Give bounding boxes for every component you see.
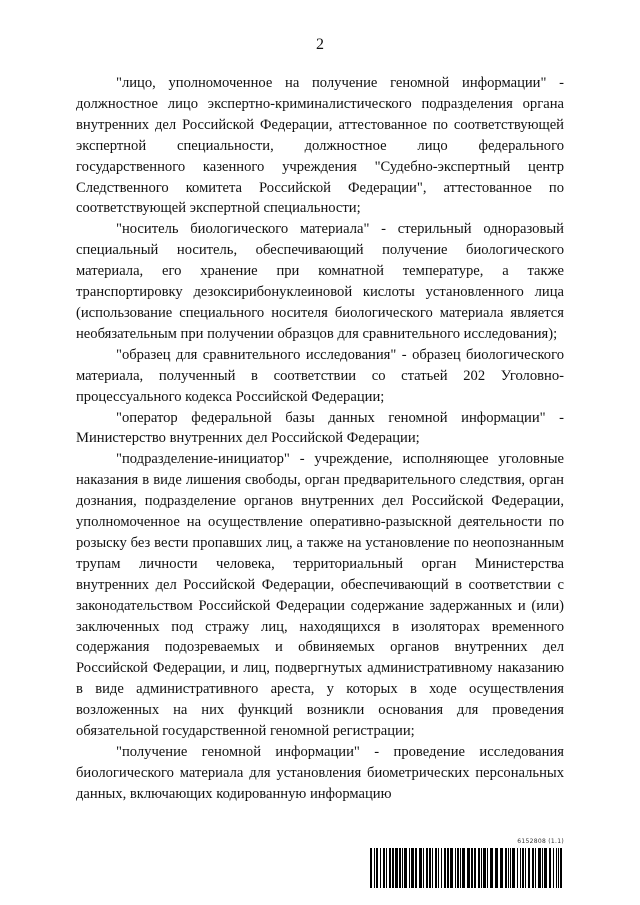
- definition-paragraph: "лицо, уполномоченное на получение геномной информации" - должностное лицо экспертно-криминалистического подразделения органа внутренних дел Российской Федерации, аттестованное по соответствующей экспертной специальности, должностное лицо федерального государственного казенного учреждения "Судебно-экспертный центр Следственного комитета Российской Федерации", аттестованное по соответствующей экспертной специальности;: [76, 75, 564, 217]
- document-body: [76, 73, 564, 805]
- page-number: 2: [316, 36, 324, 53]
- document-barcode: [370, 838, 566, 890]
- definition-paragraph: "получение геномной информации" - проведение исследования биологического материала для установления биометрических персональных данных, включающих кодированную информацию: [76, 744, 564, 802]
- definition-paragraph: "подразделение-инициатор" - учреждение, исполняющее уголовные наказания в виде лишения свободы, орган предварительного следствия, орган дознания, подразделение органов внутренних дел Российской Федерации, уполномоченное на осуществление оперативно-разыскной деятельности по розыску без вести пропавших лиц, а также на установление по неопознанным трупам личности человека, территориальный орган Министерства внутренних дел Российской Федерации, обеспечивающий в соответствии с законодательством Российской Федерации содержание задержанных и (или) заключенных под стражу лиц, находящихся в изоляторах временного содержания подозреваемых и обвиняемых органов внутренних дел Российской Федерации, и лиц, подвергнутых административному наказанию в виде административного ареста, у которых в ходе осуществления возложенных на них функций возникли основания для проведения обязательной государственной геномной регистрации;: [76, 451, 564, 740]
- barcode-caption: 6152808 (1.1): [517, 838, 564, 845]
- definition-paragraph: "образец для сравнительного исследования" - образец биологического материала, полученный в соответствии со статьей 202 Уголовно-процессуального кодекса Российской Федерации;: [76, 346, 564, 405]
- definition-paragraph: "носитель биологического материала" - стерильный одноразовый специальный носитель, обеспечивающий получение биологического материала, его хранение при комнатной температуре, а также транспортировку дезоксирибонуклеиновой кислоты установленного лица (использование специального носителя биологического материала является необязательным при получении образцов для сравнительного исследования);: [76, 221, 564, 342]
- barcode-icon: [370, 848, 566, 888]
- definition-paragraph: "оператор федеральной базы данных геномной информации" - Министерство внутренних дел Российской Федерации;: [76, 409, 564, 447]
